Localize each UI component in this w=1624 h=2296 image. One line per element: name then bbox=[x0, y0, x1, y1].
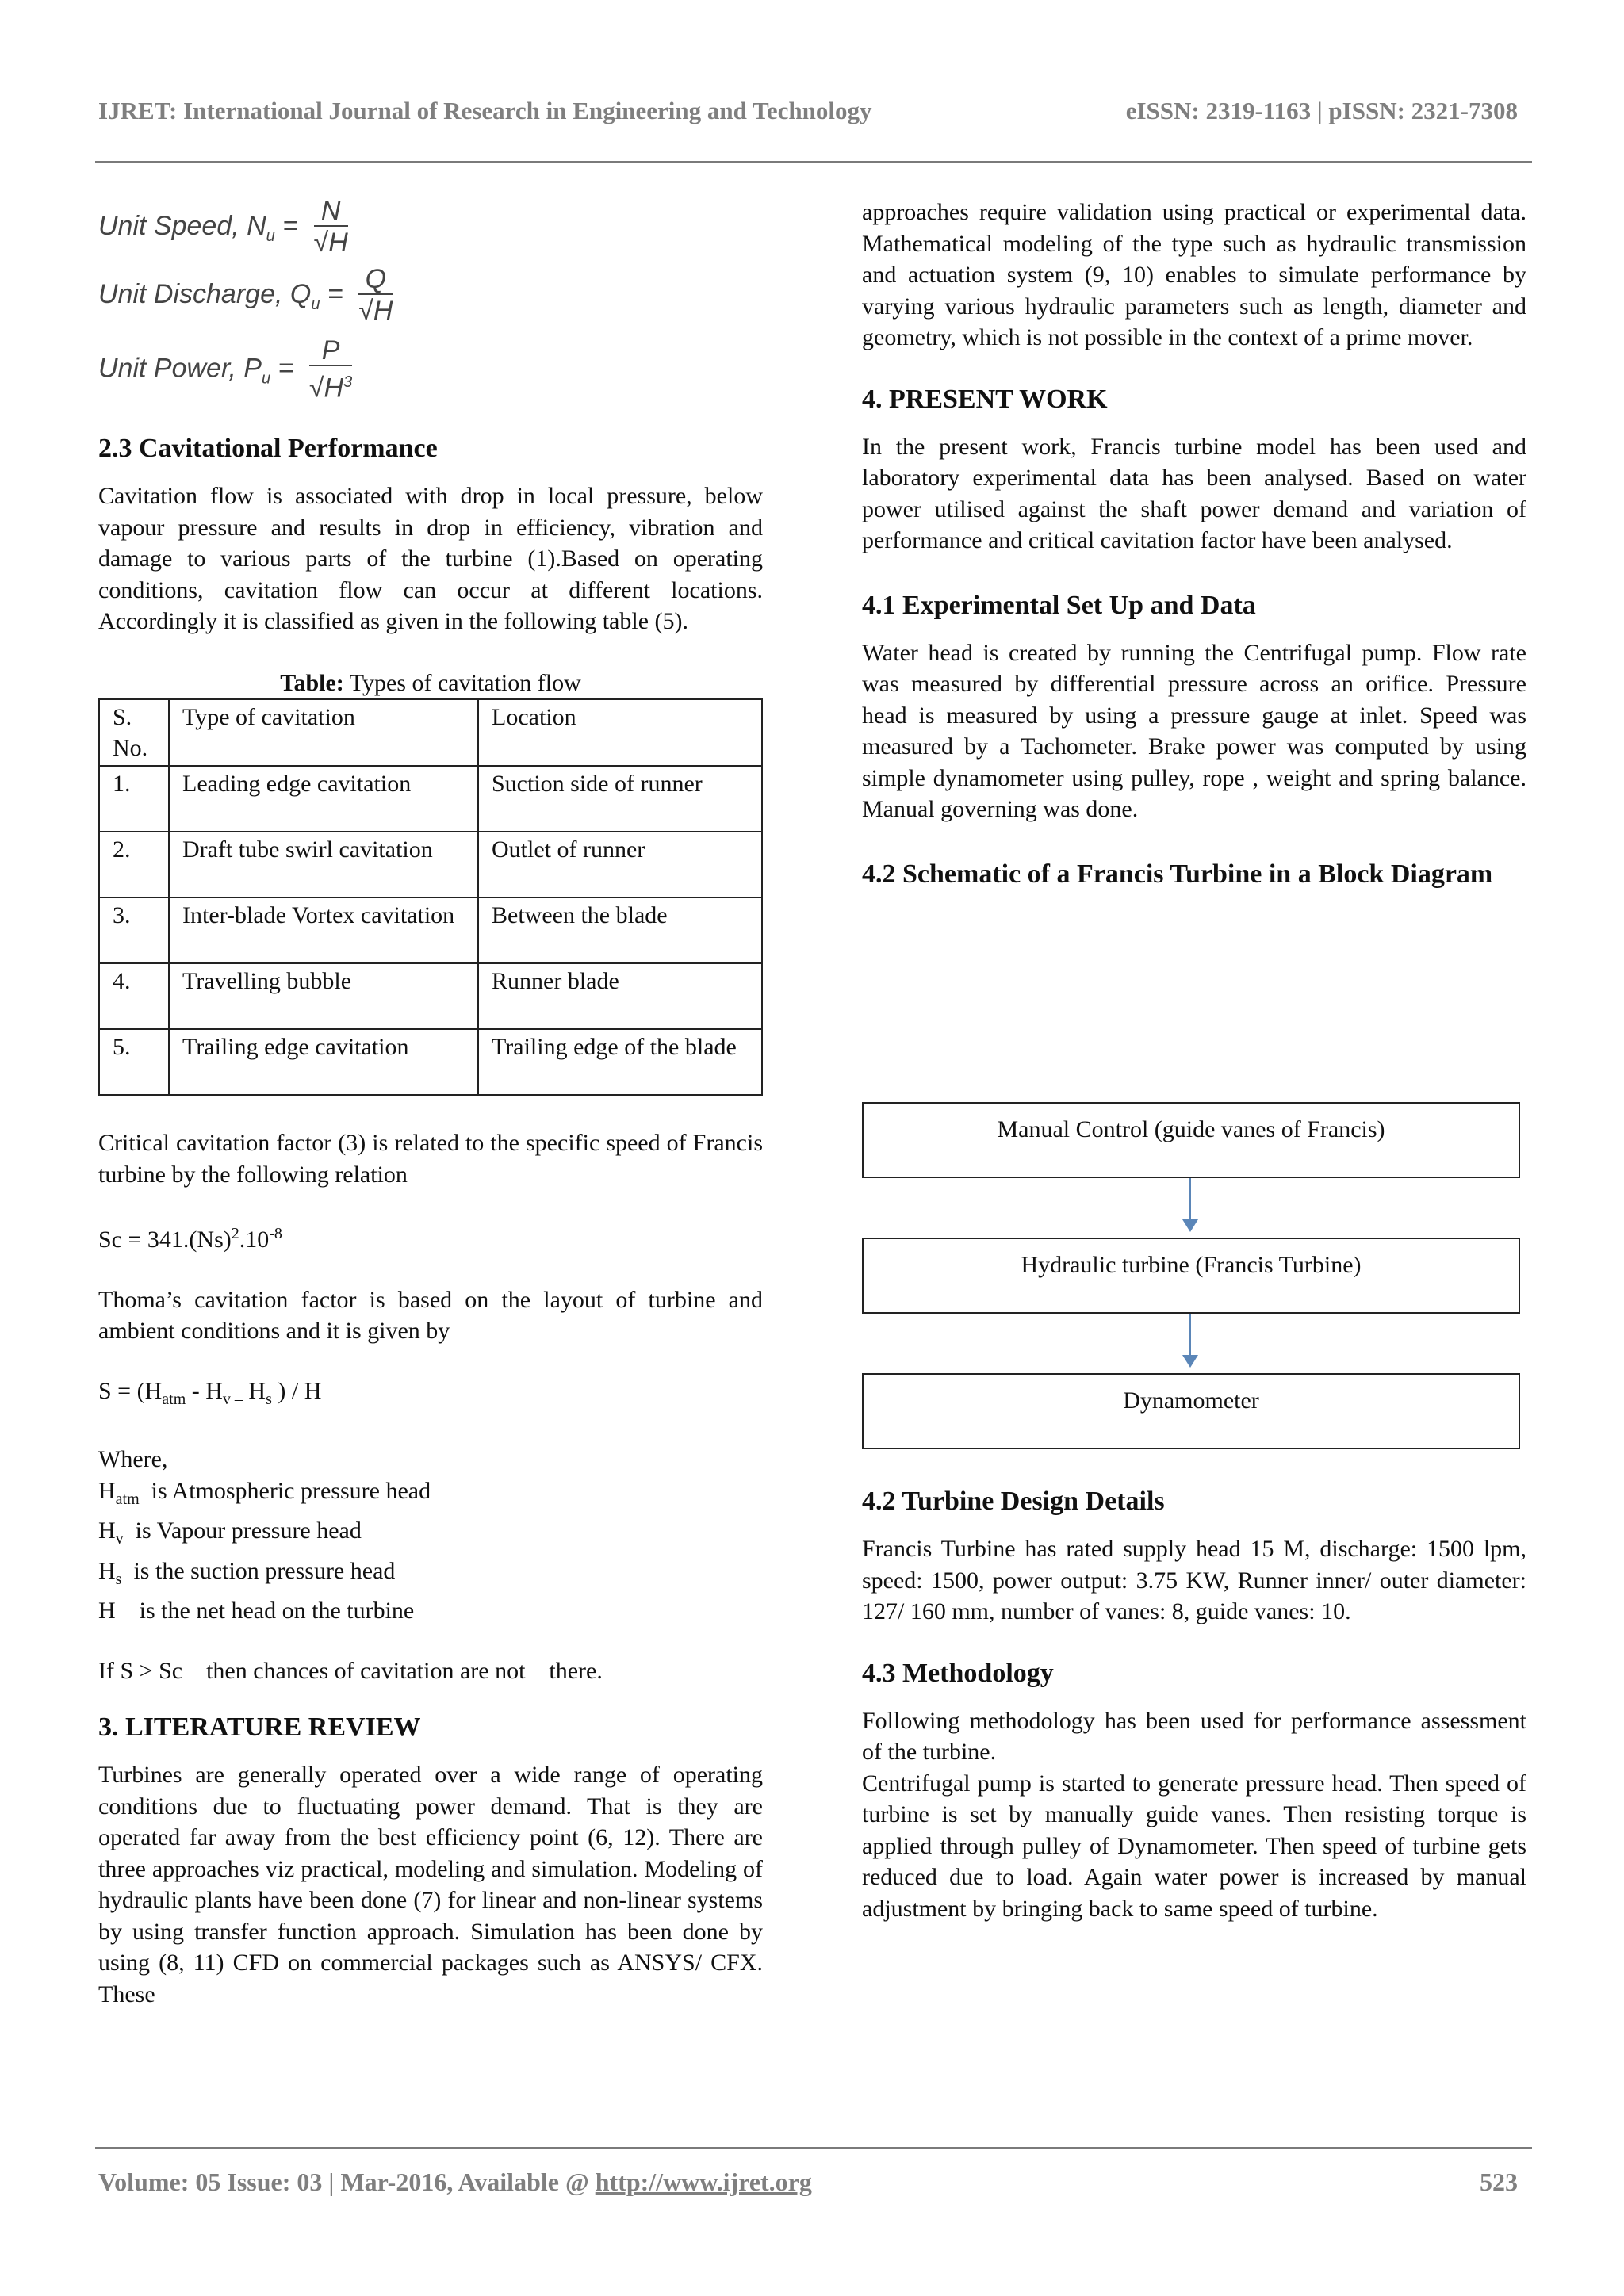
table-row bbox=[99, 766, 762, 832]
table-row bbox=[99, 832, 762, 897]
footer-link[interactable]: http://www.ijret.org bbox=[595, 2168, 812, 2196]
table-cell: 5. bbox=[99, 1029, 169, 1095]
definition-sub: v bbox=[115, 1530, 124, 1548]
unit-speed-formula: Unit Speed, $N_u$ = $\frac{N}{√H}$ bbox=[98, 196, 348, 258]
table-row bbox=[99, 963, 762, 1029]
definition-text: is the suction pressure head bbox=[121, 1557, 396, 1584]
unit-power-den bbox=[309, 366, 352, 404]
table-caption bbox=[98, 668, 763, 699]
unit-discharge-formula: Unit Discharge, $Q_u$ = $\frac{Q}{√H}$ bbox=[98, 264, 393, 326]
unit-power-formula: Unit Power, $P_u$ = $\frac{P}{√H^3}$ bbox=[98, 335, 353, 404]
section-4-2b-paragraph: Francis Turbine has rated supply head 15 M, discharge: 1500 lpm, speed: 1500, power output: 3.75 KW, Runner inner/ outer diameter: 127/ 160 mm, number of vanes: 8, guide vanes: 10. bbox=[862, 1536, 1526, 1624]
s-equation-part: - H bbox=[186, 1377, 223, 1404]
table-header-row bbox=[99, 699, 762, 766]
section-4-2-heading: 4.2 Schematic of a Francis Turbine in a Block Diagram bbox=[862, 859, 1493, 889]
table-cell: Inter-blade Vortex cavitation bbox=[169, 897, 478, 963]
definition-line bbox=[98, 1556, 763, 1596]
unit-speed-sub: u bbox=[266, 227, 275, 245]
unit-discharge-num: Q bbox=[358, 265, 393, 295]
table-cell: Leading edge cavitation bbox=[169, 766, 478, 832]
section-4-3-paragraph: Following methodology has been used for performance assessment of the turbine. bbox=[862, 1707, 1526, 1765]
table-header-cell: Type of cavitation bbox=[169, 699, 478, 766]
section-4-3-heading: 4.3 Methodology bbox=[862, 1658, 1054, 1688]
sc-equation bbox=[98, 1219, 763, 1256]
definition-sub: s bbox=[115, 1570, 122, 1588]
manual-control-block: Manual Control (guide vanes of Francis) bbox=[862, 1102, 1520, 1178]
table-cell: Travelling bubble bbox=[169, 963, 478, 1029]
section-3-heading: 3. LITERATURE REVIEW bbox=[98, 1712, 421, 1742]
unit-power-sub: u bbox=[261, 369, 271, 388]
unit-discharge-sub: u bbox=[311, 295, 320, 313]
s-equation-part: S = (H bbox=[98, 1377, 163, 1404]
where-label: Where, bbox=[98, 1446, 168, 1472]
page-number: 523 bbox=[1480, 2168, 1518, 2196]
definition-symbol: H bbox=[98, 1557, 116, 1584]
table-row bbox=[99, 1029, 762, 1095]
unit-speed-num: N bbox=[314, 197, 348, 227]
definition-symbol: H bbox=[98, 1598, 116, 1624]
table-header-cell: Location bbox=[478, 699, 762, 766]
table-cell: 1. bbox=[99, 766, 169, 832]
definition-text: is Atmospheric pressure head bbox=[139, 1477, 431, 1504]
header-rule bbox=[95, 161, 1532, 163]
table-cell: Between the blade bbox=[478, 897, 762, 963]
unit-discharge-lhs: Unit Discharge, Q bbox=[98, 278, 312, 309]
table-header-cell: S. No. bbox=[99, 699, 169, 766]
unit-discharge-fraction bbox=[358, 265, 393, 327]
right-column bbox=[862, 197, 1526, 892]
footer-volume: Volume: 05 Issue: 03 | Mar-2016, Available @ bbox=[98, 2168, 596, 2196]
table-cell: Suction side of runner bbox=[478, 766, 762, 832]
table-caption-label: Table: bbox=[280, 669, 344, 696]
s-equation-sub: v – bbox=[222, 1390, 243, 1408]
table-cell: Draft tube swirl cavitation bbox=[169, 832, 478, 897]
unit-power-num: P bbox=[309, 336, 352, 366]
thoma-paragraph: Thoma’s cavitation factor is based on the layout of turbine and ambient conditions and it is given by bbox=[98, 1286, 763, 1344]
unit-power-den-sup: 3 bbox=[343, 373, 353, 391]
sc-equation-part: Sc = 341.(Ns) bbox=[98, 1226, 232, 1253]
sc-equation-sup: 2 bbox=[231, 1225, 239, 1242]
section-4-3-paragraph: Centrifugal pump is started to generate pressure head. Then speed of turbine is set by manually guide vanes. Then resisting torque is applied through pulley of Dynamometer. Then speed of turbine gets reduced due to load. Again water power is increased by manual adjustment by bringing back to same speed of turbine. bbox=[862, 1770, 1526, 1922]
unit-discharge-den: √H bbox=[358, 296, 393, 326]
issn-text: eISSN: 2319-1163 | pISSN: 2321-7308 bbox=[1125, 97, 1518, 124]
journal-title: IJRET: International Journal of Research in Engineering and Technology bbox=[98, 97, 872, 124]
definition-sub: atm bbox=[115, 1490, 140, 1508]
page-footer bbox=[98, 2168, 1518, 2197]
right-column-lower bbox=[862, 1484, 1526, 1924]
section-3-paragraph-continued: approaches require validation using practical or experimental data. Mathematical modeling of the type such as hydraulic transmission and actuation system (9, 10) enables to simulate performance by varying various hydraulic parameters such as length, diameter and geometry, which is not possible in the context of a prime mover. bbox=[862, 199, 1526, 350]
table-cell: Trailing edge of the blade bbox=[478, 1029, 762, 1095]
table-cell: Outlet of runner bbox=[478, 832, 762, 897]
cavitation-condition: If S > Sc then chances of cavitation are not there. bbox=[98, 1657, 603, 1684]
section-4-1-heading: 4.1 Experimental Set Up and Data bbox=[862, 590, 1256, 620]
section-4-2b-heading: 4.2 Turbine Design Details bbox=[862, 1487, 1165, 1516]
definition-symbol: H bbox=[98, 1517, 116, 1544]
hydraulic-turbine-block: Hydraulic turbine (Francis Turbine) bbox=[862, 1238, 1520, 1314]
critical-factor-paragraph: Critical cavitation factor (3) is related to the specific speed of Francis turbine by the following relation bbox=[98, 1130, 763, 1188]
unit-power-lhs: Unit Power, P bbox=[98, 353, 262, 384]
unit-speed-lhs: Unit Speed, N bbox=[98, 210, 266, 241]
section-4-heading: 4. PRESENT WORK bbox=[862, 384, 1108, 414]
s-equation-sub: atm bbox=[162, 1390, 186, 1408]
section-2-3-paragraph: Cavitation flow is associated with drop in local pressure, below vapour pressure and results in drop in efficiency, vibration and damage to various parts of the turbine (1).Based on operating conditions, cavitation flow can occur at different locations. Accordingly it is classified as given in the following table (5). bbox=[98, 483, 763, 634]
definition-line bbox=[98, 1595, 763, 1627]
table-cell: 2. bbox=[99, 832, 169, 897]
unit-power-den-text: √H bbox=[308, 373, 344, 404]
s-equation bbox=[98, 1376, 763, 1416]
table-cell: 4. bbox=[99, 963, 169, 1029]
section-2-3-heading: 2.3 Cavitational Performance bbox=[98, 434, 438, 463]
cavitation-table bbox=[98, 698, 763, 1096]
unit-speed-fraction bbox=[314, 197, 348, 258]
section-3-paragraph: Turbines are generally operated over a wide range of operating conditions due to fluctuating power demand. That is they are operated far away from the best efficiency point (6, 12). There are three approaches viz practical, modeling and simulation. Modeling of hydraulic plants have been done (7) for linear and non-linear systems by using transfer function approach. Simulation has been done by using (8, 11) CFD on commercial packages such as ANSYS/ CFX. These bbox=[98, 1762, 763, 2007]
table-row bbox=[99, 897, 762, 963]
table-caption-text: Types of cavitation flow bbox=[343, 669, 581, 696]
unit-formulas bbox=[98, 197, 763, 408]
dynamometer-block: Dynamometer bbox=[862, 1373, 1520, 1449]
sc-equation-sup: -8 bbox=[269, 1225, 282, 1242]
definition-text: is the net head on the turbine bbox=[115, 1598, 415, 1624]
s-equation-sub: s bbox=[266, 1390, 272, 1408]
left-column bbox=[98, 197, 763, 2010]
section-4-1-paragraph: Water head is created by running the Centrifugal pump. Flow rate was measured by differential pressure across an orifice. Pressure head is measured by using a pressure gauge at inlet. Speed was measured by a Tachometer. Brake power was computed by using simple dynamometer using pulley, rope , weight and spring balance. Manual governing was done. bbox=[862, 639, 1526, 822]
definition-text: is Vapour pressure head bbox=[123, 1517, 362, 1544]
table-cell: 3. bbox=[99, 897, 169, 963]
footer-rule bbox=[95, 2147, 1532, 2149]
s-equation-part: ) / H bbox=[271, 1377, 322, 1404]
definition-line bbox=[98, 1475, 763, 1516]
unit-speed-den: √H bbox=[313, 228, 348, 258]
unit-power-fraction bbox=[309, 336, 352, 404]
section-4-paragraph: In the present work, Francis turbine model has been used and laboratory experimental data has been analysed. Based on water power utilised against the shaft power demand and variation of performance and critical cavitation factor have been analysed. bbox=[862, 433, 1526, 553]
definition-line bbox=[98, 1515, 763, 1556]
s-equation-part: H bbox=[242, 1377, 266, 1404]
table-cell: Trailing edge cavitation bbox=[169, 1029, 478, 1095]
definition-symbol: H bbox=[98, 1477, 116, 1504]
table-cell: Runner blade bbox=[478, 963, 762, 1029]
sc-equation-part: .10 bbox=[239, 1226, 270, 1253]
